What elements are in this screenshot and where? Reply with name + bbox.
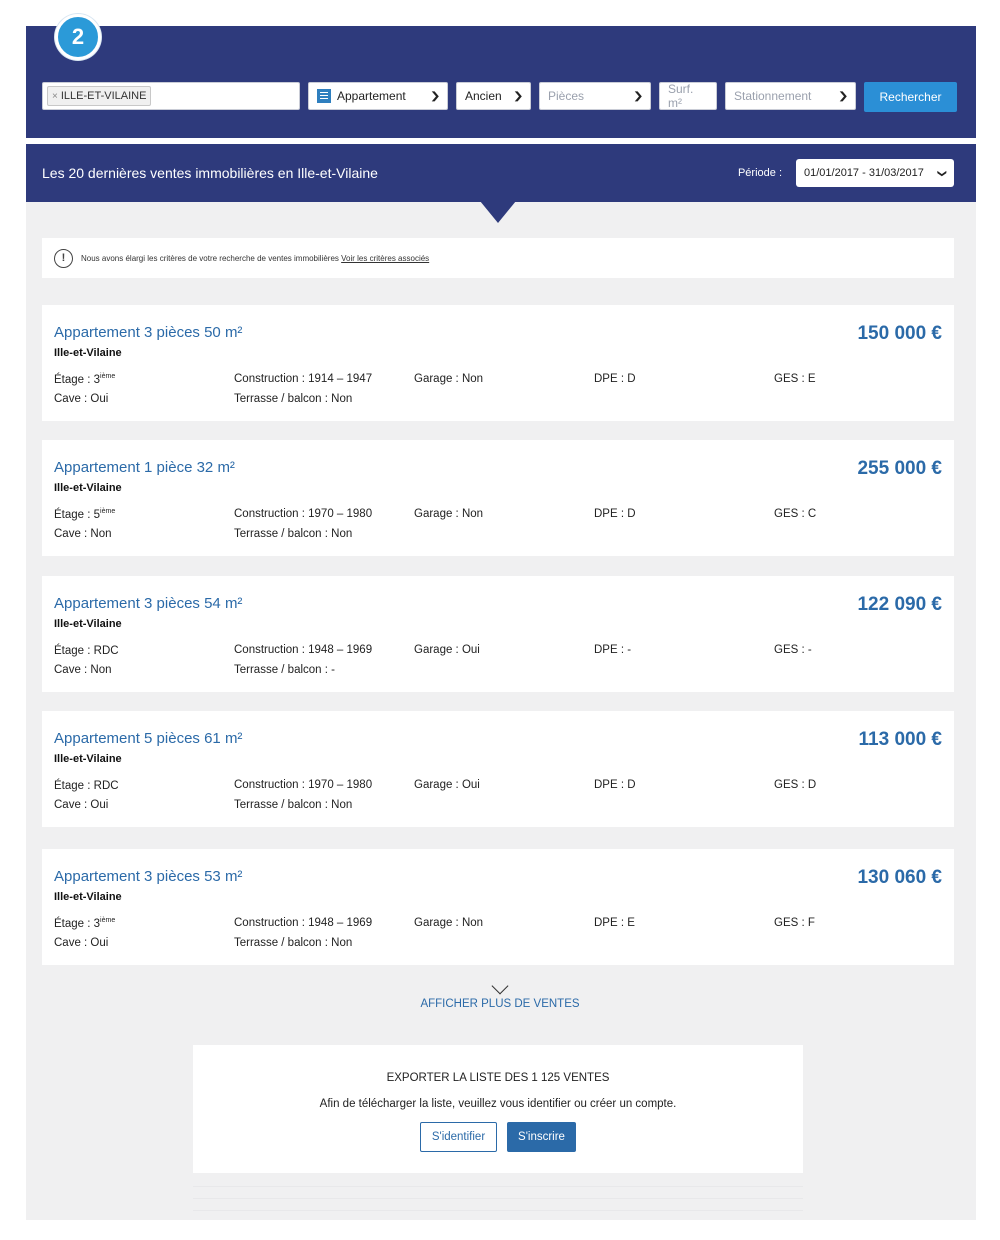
listing-dpe: DPE : D [594, 779, 636, 791]
rooms-select[interactable] [539, 82, 651, 110]
parking-select[interactable] [725, 82, 856, 110]
listing-card[interactable] [42, 849, 954, 965]
building-icon [317, 89, 331, 103]
listing-terrace: Terrasse / balcon : Non [234, 937, 353, 949]
listing-title[interactable]: Appartement 3 pièces 53 m² [54, 868, 243, 885]
listing-title[interactable]: Appartement 5 pièces 61 m² [54, 730, 243, 747]
property-type-select[interactable] [308, 82, 448, 110]
listing-dpe: DPE : D [594, 508, 636, 520]
listing-garage: Garage : Non [414, 917, 484, 929]
listing-construction: Construction : 1948 – 1969 [234, 917, 373, 929]
divider [193, 1198, 803, 1199]
condition-select[interactable] [456, 82, 531, 110]
listing-region: Ille-et-Vilaine [54, 891, 122, 903]
notice-text: Nous avons élargi les critères de votre recherche de ventes immobilières Voir les critères associés [81, 253, 430, 263]
listing-ges: GES : E [774, 373, 816, 385]
listing-floor: Étage : 3ième [54, 917, 116, 930]
listing-construction: Construction : 1970 – 1980 [234, 508, 373, 520]
listing-price: 255 000 € [857, 458, 942, 479]
surface-placeholder: Surf. m² [668, 82, 694, 110]
listing-region: Ille-et-Vilaine [54, 618, 122, 630]
search-form [42, 82, 957, 110]
listing-dpe: DPE : D [594, 373, 636, 385]
listing-floor: Étage : RDC [54, 644, 119, 657]
location-tag[interactable] [47, 86, 151, 106]
login-button[interactable]: S'identifier [420, 1122, 497, 1152]
step-badge: 2 [55, 14, 101, 60]
register-button[interactable]: S'inscrire [507, 1122, 576, 1152]
results-title: Les 20 dernières ventes immobilières en Ille-et-Vilaine [42, 165, 378, 181]
listing-garage: Garage : Non [414, 373, 484, 385]
listing-floor: Étage : 5ième [54, 508, 116, 521]
listing-ges: GES : C [774, 508, 817, 520]
listing-floor: Étage : RDC [54, 779, 119, 792]
listing-card[interactable] [42, 440, 954, 556]
results-header [26, 144, 976, 202]
listing-dpe: DPE : - [594, 644, 632, 656]
listing-region: Ille-et-Vilaine [54, 753, 122, 765]
divider [193, 1210, 803, 1211]
listing-card[interactable] [42, 305, 954, 421]
search-bar [26, 26, 976, 138]
listing-ges: GES : D [774, 779, 817, 791]
period-filter [738, 159, 954, 187]
listing-price: 130 060 € [857, 867, 942, 888]
rooms-placeholder: Pièces [548, 89, 585, 103]
listing-price: 150 000 € [857, 323, 942, 344]
search-button[interactable]: Rechercher [864, 82, 957, 112]
listing-dpe: DPE : E [594, 917, 635, 929]
location-tag-label: ILLE-ET-VILAINE [60, 90, 147, 102]
listing-ges: GES : - [774, 644, 812, 656]
export-description: Afin de télécharger la liste, veuillez vous identifier ou créer un compte. [319, 1098, 677, 1110]
listing-cellar: Cave : Non [54, 528, 112, 540]
listing-price: 122 090 € [857, 594, 942, 615]
info-icon: ! [54, 249, 73, 268]
chevron-down-icon: ❯ [632, 90, 644, 102]
listing-garage: Garage : Non [414, 508, 484, 520]
period-label: Période : [737, 167, 782, 179]
header-pointer [480, 201, 516, 223]
listing-terrace: Terrasse / balcon : - [234, 664, 335, 676]
listing-card[interactable] [42, 711, 954, 827]
listing-terrace: Terrasse / balcon : Non [234, 393, 353, 405]
surface-input[interactable] [659, 82, 717, 110]
info-notice [42, 238, 954, 278]
listing-region: Ille-et-Vilaine [54, 482, 122, 494]
listing-cellar: Cave : Oui [54, 393, 109, 405]
listing-terrace: Terrasse / balcon : Non [234, 528, 353, 540]
period-select[interactable] [796, 159, 954, 187]
listing-price: 113 000 € [858, 729, 942, 750]
property-type-value: Appartement [337, 89, 406, 103]
chevron-down-icon: ❯ [937, 168, 948, 178]
export-panel [193, 1045, 803, 1173]
export-title: EXPORTER LA LISTE DES 1 125 VENTES [386, 1072, 610, 1084]
chevron-down-icon [492, 978, 509, 995]
listing-card[interactable] [42, 576, 954, 692]
show-more-sales[interactable] [0, 980, 1000, 1010]
remove-tag-icon[interactable]: × [52, 90, 58, 102]
listing-region: Ille-et-Vilaine [54, 347, 122, 359]
parking-placeholder: Stationnement [734, 89, 812, 103]
show-more-label[interactable]: AFFICHER PLUS DE VENTES [420, 998, 580, 1010]
listing-cellar: Cave : Oui [54, 799, 109, 811]
listing-cellar: Cave : Non [54, 664, 112, 676]
listing-construction: Construction : 1948 – 1969 [234, 644, 373, 656]
period-value: 01/01/2017 - 31/03/2017 [804, 167, 924, 179]
location-input[interactable] [42, 82, 300, 110]
listing-floor: Étage : 3ième [54, 373, 116, 386]
condition-value: Ancien [465, 89, 502, 103]
listing-ges: GES : F [774, 917, 815, 929]
listing-terrace: Terrasse / balcon : Non [234, 799, 353, 811]
divider [193, 1186, 803, 1187]
listing-garage: Garage : Oui [414, 644, 480, 656]
listing-title[interactable]: Appartement 3 pièces 50 m² [54, 324, 243, 341]
chevron-down-icon: ❯ [429, 90, 441, 102]
listing-cellar: Cave : Oui [54, 937, 109, 949]
listing-construction: Construction : 1970 – 1980 [234, 779, 373, 791]
listing-title[interactable]: Appartement 3 pièces 54 m² [54, 595, 243, 612]
chevron-down-icon: ❯ [512, 90, 524, 102]
listing-construction: Construction : 1914 – 1947 [234, 373, 373, 385]
chevron-down-icon: ❯ [837, 90, 849, 102]
associated-criteria-link[interactable]: Voir les critères associés [341, 253, 430, 263]
listing-garage: Garage : Oui [414, 779, 480, 791]
listing-title[interactable]: Appartement 1 pièce 32 m² [54, 459, 235, 476]
